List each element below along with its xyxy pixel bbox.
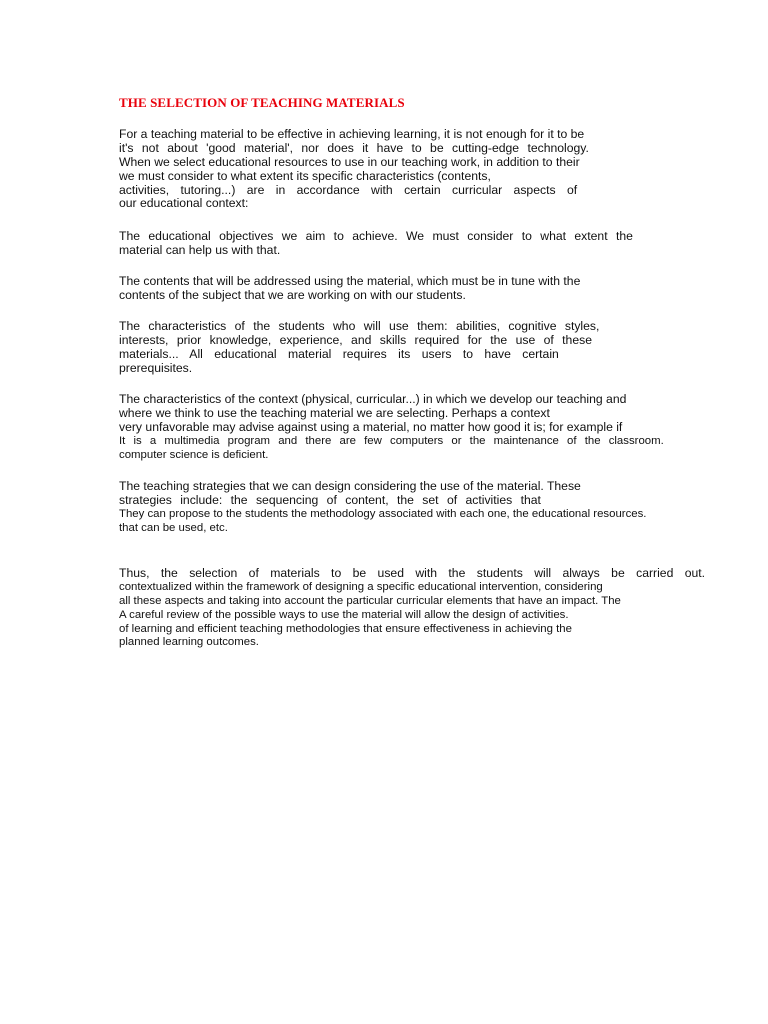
paragraph-objectives [119, 230, 633, 258]
paragraph-line: where we think to use the teaching material we are selecting. Perhaps a context [119, 405, 550, 420]
paragraph-line: of learning and efficient teaching methodologies that ensure effectiveness in achieving the [119, 622, 572, 635]
paragraph-line: interests, prior knowledge, experience, and skills required for the use of these [119, 332, 592, 347]
paragraph-line: materials... All educational material requires its users to have certain [119, 346, 559, 361]
paragraph-line: planned learning outcomes. [119, 636, 259, 649]
paragraph-line: strategies include: the sequencing of content, the set of activities that [119, 492, 541, 507]
paragraph-intro [119, 128, 589, 211]
paragraph-line: When we select educational resources to use in our teaching work, in addition to their [119, 154, 580, 169]
paragraph-line: that can be used, etc. [119, 521, 228, 534]
paragraph-line: Thus, the selection of materials to be used with the students will always be carried out. [119, 566, 706, 580]
paragraph-line: The educational objectives we aim to achieve. We must consider to what extent the [119, 229, 633, 243]
paragraph-line: The teaching strategies that we can design considering the use of the material. These [119, 479, 581, 493]
paragraph-line: activities, tutoring...) are in accordance with certain curricular aspects of [119, 182, 578, 197]
paragraph-line: The characteristics of the context (physical, curricular...) in which we develop our teaching and [119, 392, 627, 406]
paragraph-line: we must consider to what extent its specific characteristics (contents, [119, 168, 491, 183]
paragraph-line: For a teaching material to be effective in achieving learning, it is not enough for it to be [119, 127, 585, 141]
paragraph-line: contents of the subject that we are working on with our students. [119, 287, 466, 302]
paragraph-line: all these aspects and taking into account the particular curricular elements that have an impact. The [119, 594, 621, 607]
paragraph-students [119, 320, 599, 376]
paragraph-line: They can propose to the students the methodology associated with each one, the educational resources. [119, 507, 647, 520]
paragraph-line: very unfavorable may advise against using a material, no matter how good it is; for example if [119, 419, 623, 434]
paragraph-line: The characteristics of the students who will use them: abilities, cognitive styles, [119, 319, 600, 333]
paragraph-line: A careful review of the possible ways to use the material will allow the design of activities. [119, 608, 569, 621]
paragraph-line: It is a multimedia program and there are few computers or the maintenance of the classroom. [119, 434, 664, 447]
paragraph-strategies [119, 480, 646, 536]
paragraph-context [119, 393, 664, 462]
paragraph-conclusion [119, 567, 705, 650]
paragraph-line: The contents that will be addressed using the material, which must be in tune with the [119, 274, 581, 288]
paragraph-line: computer science is deficient. [119, 448, 269, 461]
paragraph-line: prerequisites. [119, 360, 193, 375]
paragraph-line: material can help us with that. [119, 242, 281, 257]
paragraph-line: it's not about 'good material', nor does it have to be cutting-edge technology. [119, 140, 589, 155]
paragraph-line: contextualized within the framework of designing a specific educational intervention, considering [119, 580, 603, 593]
document-title: THE SELECTION OF TEACHING MATERIALS [119, 95, 405, 110]
paragraph-line: our educational context: [119, 196, 249, 211]
paragraph-contents [119, 275, 580, 303]
